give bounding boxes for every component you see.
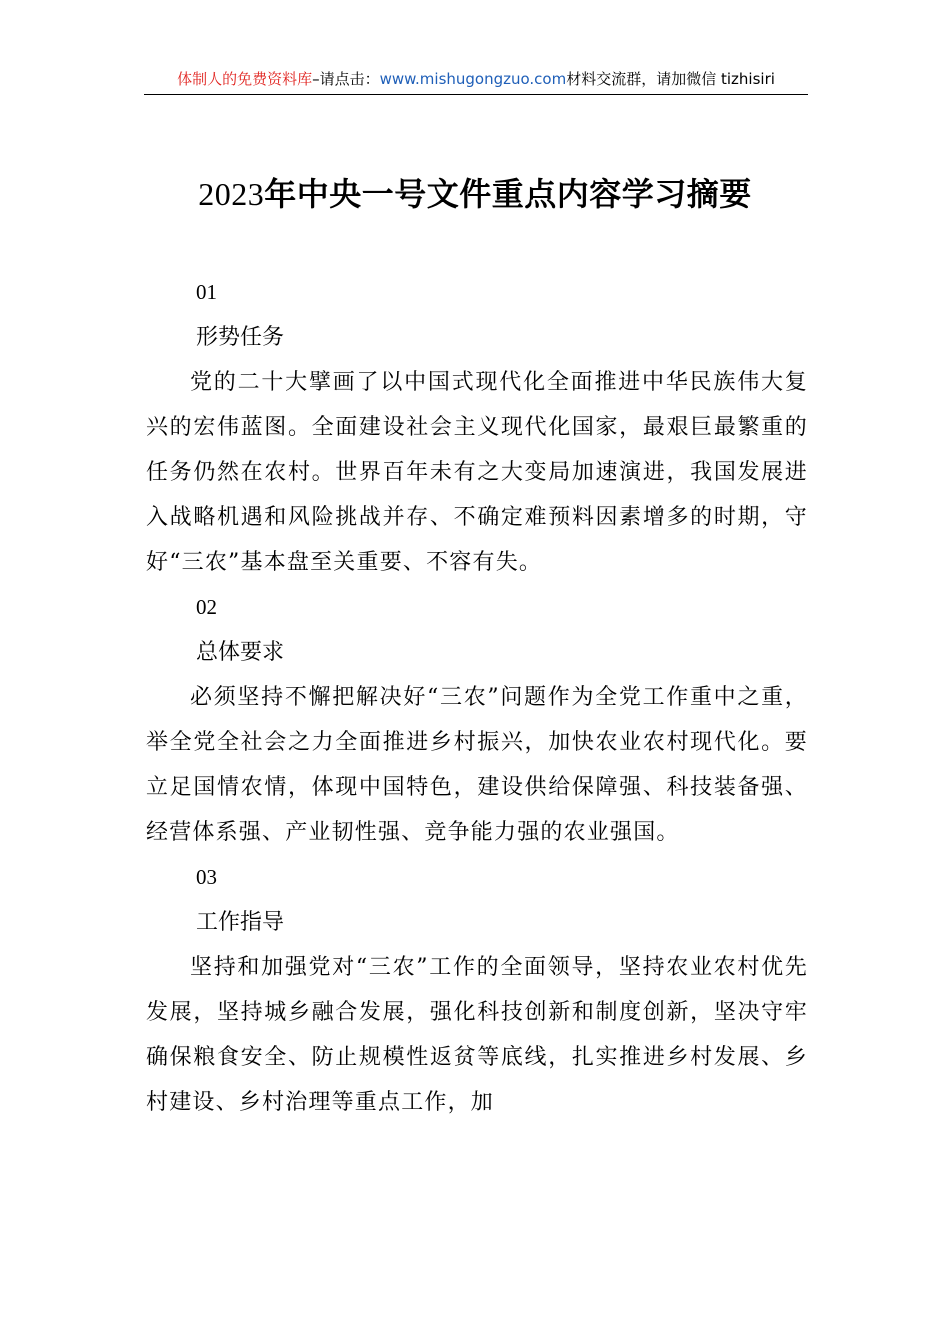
page-header xyxy=(144,64,808,95)
header-brand: 体制人的免费资料库 xyxy=(177,70,313,88)
header-suffix: 材料交流群，请加微信 tizhisiri xyxy=(566,70,775,88)
section-number: 02 xyxy=(196,595,217,619)
title-year: 2023 xyxy=(198,176,265,212)
document-body xyxy=(146,270,808,1125)
section-heading: 工作指导 xyxy=(196,910,285,935)
section-situation xyxy=(146,270,808,585)
section-number: 01 xyxy=(196,280,217,304)
document-title xyxy=(0,170,950,218)
section-paragraph: 必须坚持不懈把解决好“三农”问题作为全党工作重中之重，举全党全社会之力全面推进乡村振兴，加快农业农村现代化。要立足国情农情，体现中国特色，建设供给保障强、科技装备强、经营体系强、产业韧性强、竞争能力强的农业强国。 xyxy=(146,685,808,845)
section-requirements xyxy=(146,585,808,855)
section-heading: 形势任务 xyxy=(196,325,285,350)
title-text: 年中央一号文件重点内容学习摘要 xyxy=(264,175,752,213)
section-paragraph: 坚持和加强党对“三农”工作的全面领导，坚持农业农村优先发展，坚持城乡融合发展，强化科技创新和制度创新，坚决守牢确保粮食安全、防止规模性返贫等底线，扎实推进乡村发展、乡村建设、乡村治理等重点工作，加 xyxy=(146,955,808,1115)
section-heading: 总体要求 xyxy=(196,640,285,665)
header-url-link[interactable]: www.mishugongzuo.com xyxy=(379,70,567,88)
section-guidance xyxy=(146,855,808,1125)
section-paragraph: 党的二十大擘画了以中国式现代化全面推进中华民族伟大复兴的宏伟蓝图。全面建设社会主义现代化国家，最艰巨最繁重的任务仍然在农村。世界百年未有之大变局加速演进，我国发展进入战略机遇和风险挑战并存、不确定难预料因素增多的时期，守好“三农”基本盘至关重要、不容有失。 xyxy=(146,370,808,575)
header-prompt: –请点击： xyxy=(312,70,380,88)
section-number: 03 xyxy=(196,865,217,889)
